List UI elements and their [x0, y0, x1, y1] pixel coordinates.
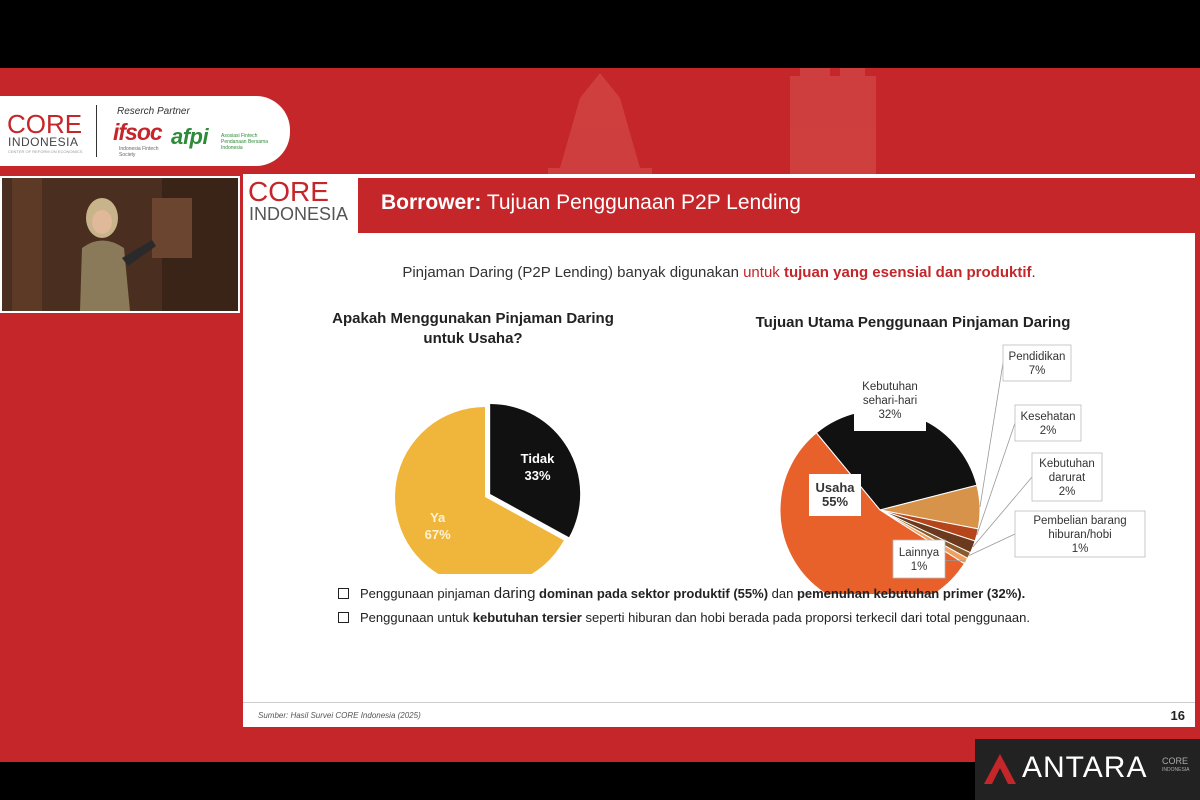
slide-core-logo-subtext: INDONESIA — [249, 204, 349, 224]
pie2-label-text: 55% — [821, 494, 849, 509]
pie2-label-text: Kebutuhan — [1039, 458, 1095, 470]
pie2-label-text: Kesehatan — [1020, 411, 1076, 423]
antara-wordmark: ANTARA — [1022, 751, 1148, 784]
watermark-core-logo — [1162, 757, 1190, 775]
pie2-label-text: Pembelian barang — [1033, 515, 1127, 527]
chart1-title-line1: Apakah Menggunakan Pinjaman Daring — [332, 310, 614, 327]
speaker-video — [0, 176, 240, 313]
subtitle-text-1: Pinjaman Daring (P2P Lending) banyak digunakan — [402, 264, 744, 281]
watermark-core-line1: CORE — [1162, 756, 1189, 766]
pie2-leader-line — [977, 423, 1015, 535]
presentation-stage — [0, 68, 1200, 762]
chart2-title: Tujuan Utama Penggunaan Pinjaman Daring — [755, 314, 1071, 331]
checkbox-bullet-icon — [338, 612, 349, 623]
logo-divider — [96, 105, 97, 157]
pie-chart-tujuan — [243, 174, 1195, 594]
pie1-label-tidak: Tidak — [520, 450, 555, 466]
bullet-item — [338, 585, 1178, 603]
subtitle-text-4: . — [1031, 264, 1036, 281]
subtitle-highlight: tujuan yang esensial dan produktif — [783, 264, 1032, 281]
summary-bullets — [338, 585, 1178, 633]
pie2-label-text: 2% — [1039, 425, 1057, 437]
pie2-label-text: darurat — [1048, 472, 1086, 484]
slide-title-rest: Tujuan Penggunaan P2P Lending — [481, 191, 801, 214]
bullet2-text-a: Penggunaan untuk — [360, 610, 473, 625]
bullet1-text-a: Penggunaan pinjaman — [360, 586, 494, 601]
pie2-label-text: 1% — [1071, 543, 1089, 555]
bullet1-text-c: dominan pada sektor produktif (55%) — [535, 586, 769, 601]
pie2-label-text: Lainnya — [898, 547, 940, 559]
bullet-item — [338, 609, 1178, 627]
core-logo-tagline: CENTER OF REFORM ON ECONOMICS — [8, 149, 83, 154]
source-note: Sumber: Hasil Survei CORE Indonesia (2025) — [258, 711, 421, 720]
pie2-label-text: 32% — [878, 409, 902, 421]
afpi-logo-subtext: Asosiasi Fintech Pendanaan Bersama Indonesia — [221, 133, 268, 151]
bullet1-text-e: pemenuhan kebutuhan primer (32%). — [796, 586, 1026, 601]
ifsoc-logo-subtext: Indonesia Fintech Society — [119, 146, 159, 158]
research-partner-label: Reserch Partner — [117, 106, 190, 117]
bullet2-text-b: kebutuhan tersier — [472, 610, 582, 625]
pie2-label-text: hiburan/hobi — [1048, 529, 1112, 541]
pie1-value-ya: 67% — [424, 526, 451, 542]
pie2-label-text: sehari-hari — [862, 395, 918, 407]
pie2-leader-line — [980, 363, 1003, 507]
ifsoc-logo: ifsoc — [113, 119, 162, 145]
bullet2-text-c: seperti hiburan dan hobi berada pada proporsi terkecil dari total penggunaan. — [581, 610, 1030, 625]
pie2-label-text: Pendidikan — [1008, 351, 1066, 363]
antara-logo-icon — [980, 748, 1020, 788]
pie1-value-tidak: 33% — [524, 467, 551, 483]
pie2-label-text: Kebutuhan — [862, 381, 918, 393]
slide-core-logo-text: CORE — [248, 176, 329, 207]
pie2-label-text: 2% — [1058, 486, 1076, 498]
speaker-video-frame — [2, 178, 238, 311]
bullet1-text-d: dan — [768, 586, 797, 601]
pie2-label-text: Usaha — [815, 480, 855, 495]
checkbox-bullet-icon — [338, 588, 349, 599]
pie2-label-text: 7% — [1028, 365, 1046, 377]
page-number: 16 — [1170, 708, 1185, 723]
slide-title-bold: Borrower: — [381, 191, 482, 214]
core-logo-subtext: INDONESIA — [8, 135, 79, 149]
core-logo-text: CORE — [7, 109, 83, 139]
pie2-label-text: 1% — [910, 561, 928, 573]
chart1-title-line2: untuk Usaha? — [423, 330, 523, 347]
pie1-label-ya: Ya — [430, 509, 446, 525]
afpi-logo: afpi — [171, 124, 209, 149]
presentation-slide — [243, 174, 1195, 727]
watermark-core-line2: INDONESIA — [1162, 767, 1190, 773]
footer-divider — [243, 702, 1195, 703]
bullet1-text-b: daring — [493, 585, 536, 602]
subtitle-text-2: untuk — [743, 264, 784, 281]
